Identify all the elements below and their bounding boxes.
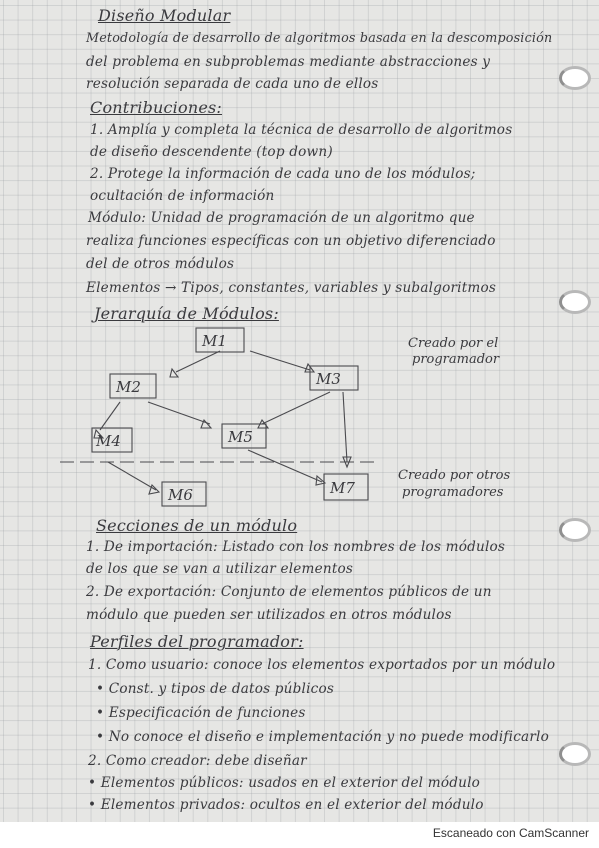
contributions-heading: Contribuciones:: [90, 98, 223, 117]
profile-line: • Elementos públicos: usados en el exterior del módulo: [88, 775, 481, 791]
connector-line: [248, 450, 322, 482]
note-other-programmers: Creado por otros: [398, 468, 511, 483]
connector-line: [262, 392, 330, 424]
connector-line: [108, 462, 156, 490]
sections-heading: Secciones de un módulo: [96, 516, 298, 535]
connector-line: [250, 351, 310, 370]
intro-line: Metodología de desarrollo de algoritmos basada en la descomposición: [86, 30, 553, 45]
page-title: Diseño Modular: [98, 6, 231, 25]
profile-line: • Especificación de funciones: [96, 705, 306, 721]
section-line: módulo que pueden ser utilizados en otros módulos: [86, 607, 452, 623]
contribution-line: 2. Protege la información de cada uno de los módulos;: [90, 166, 476, 182]
module-label: M2: [116, 378, 141, 396]
connector-line: [176, 351, 220, 372]
section-line: 2. De exportación: Conjunto de elementos públicos de un: [86, 584, 492, 600]
section-line: 1. De importación: Listado con los nombres de los módulos: [86, 539, 506, 555]
note-other-programmers: programadores: [402, 485, 504, 500]
contribution-line: de diseño descendente (top down): [90, 144, 333, 160]
profile-line: • Elementos privados: ocultos en el exterior del módulo: [88, 797, 484, 813]
note-programmer: Creado por el: [408, 336, 499, 351]
section-line: de los que se van a utilizar elementos: [86, 561, 354, 577]
module-label: M6: [168, 486, 193, 504]
module-definition-line: realiza funciones específicas con un objetivo diferenciado: [86, 233, 496, 249]
connector-line: [100, 402, 120, 430]
profile-line: 1. Como usuario: conoce los elementos exportados por un módulo: [88, 657, 556, 673]
intro-line: del problema en subproblemas mediante abstracciones y: [86, 54, 491, 70]
contribution-line: ocultación de información: [90, 188, 275, 204]
profile-line: • Const. y tipos de datos públicos: [96, 681, 334, 697]
profile-line: 2. Como creador: debe diseñar: [88, 753, 307, 769]
contribution-line: 1. Amplía y completa la técnica de desarrollo de algoritmos: [90, 122, 513, 138]
module-definition-line: Módulo: Unidad de programación de un algoritmo que: [88, 210, 475, 226]
profile-line: • No conoce el diseño e implementación y no puede modificarlo: [96, 729, 549, 745]
module-label: M4: [96, 432, 121, 450]
connector-line: [343, 392, 347, 462]
module-definition-line: del de otros módulos: [86, 256, 235, 272]
profiles-heading: Perfiles del programador:: [90, 632, 304, 651]
note-programmer: programador: [412, 352, 500, 367]
elements-line: Elementos → Tipos, constantes, variables y subalgoritmos: [86, 280, 497, 296]
arrowhead: [170, 369, 178, 377]
connector-line: [148, 402, 210, 424]
module-label: M7: [330, 479, 355, 497]
module-label: M3: [316, 370, 341, 388]
scanner-footer: [0, 822, 599, 848]
hierarchy-heading: Jerarquía de Módulos:: [94, 304, 279, 323]
scanner-watermark: Escaneado con CamScanner: [432, 826, 589, 840]
intro-line: resolución separada de cada uno de ellos: [86, 76, 379, 92]
module-label: M5: [228, 428, 253, 446]
module-label: M1: [202, 332, 227, 350]
